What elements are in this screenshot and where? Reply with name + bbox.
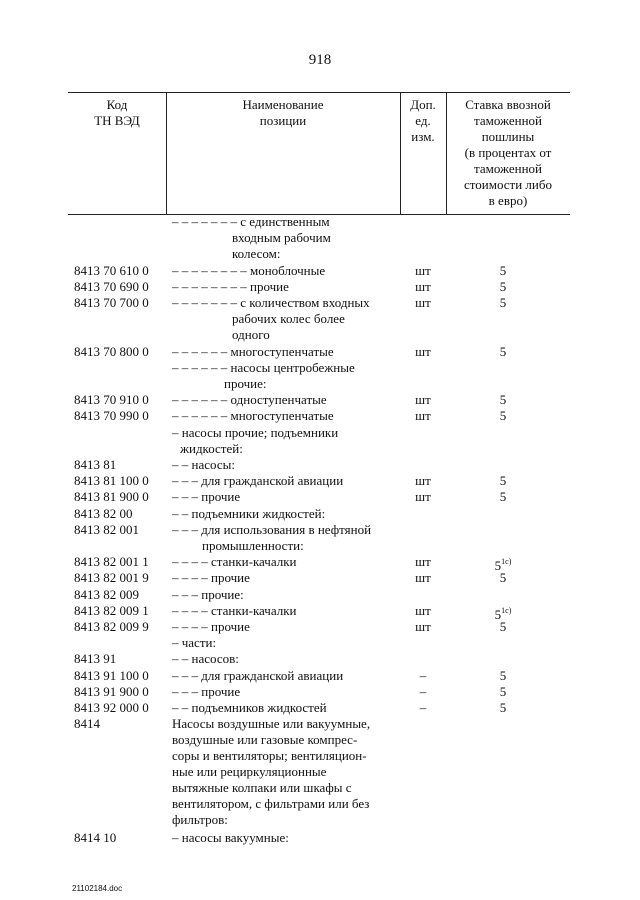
position-name-line: прочие:: [224, 375, 267, 391]
header-line: таможенной: [474, 113, 542, 128]
duty-rate: [458, 279, 548, 295]
position-name: [172, 425, 400, 457]
tariff-code: 8413 81 100 0: [74, 473, 149, 489]
position-name-line: – – подъемники жидкостей:: [172, 505, 326, 521]
duty-rate-value: 5: [499, 343, 507, 359]
position-name: [172, 489, 400, 505]
position-name-line: колесом:: [232, 246, 281, 261]
unit-of-measure: шт: [415, 570, 431, 586]
position-name: [172, 408, 400, 424]
position-name-line: – – – – – – – с количеством входных: [172, 295, 370, 310]
duty-rate-value: 5: [499, 473, 507, 489]
unit-of-measure: –: [419, 683, 427, 699]
tariff-code: 8414: [74, 716, 100, 732]
position-name-line: – – – – – – многоступенчатые: [172, 408, 334, 424]
position-name: [172, 263, 400, 279]
tariff-code: 8413 91 900 0: [74, 683, 149, 699]
position-name: [172, 635, 400, 651]
position-name: [172, 295, 400, 343]
header-line: Ставка ввозной: [465, 97, 551, 112]
duty-rate: [458, 344, 548, 360]
header-line: пошлины: [481, 129, 535, 144]
header-line: стоимости либо: [463, 177, 552, 192]
tariff-code: 8413 70 910 0: [74, 392, 149, 408]
duty-rate: [458, 408, 548, 424]
position-name: [172, 619, 400, 635]
tariff-code: 8413 81: [74, 457, 117, 472]
position-name-line: входным рабочим: [232, 230, 331, 245]
duty-rate: [458, 668, 548, 684]
tariff-code: 8413 70 610 0: [74, 262, 149, 278]
unit-of-measure: шт: [415, 262, 431, 278]
duty-rate-value: 5: [499, 295, 507, 310]
position-name: [172, 684, 400, 700]
tariff-code: 8413 91 100 0: [74, 667, 149, 683]
position-name: [172, 603, 400, 619]
unit-of-measure: шт: [415, 392, 431, 408]
duty-rate: [458, 700, 548, 716]
header-line: изм.: [411, 129, 435, 144]
tariff-code: 8413 82 001 9: [74, 570, 149, 586]
duty-rate: [458, 684, 548, 700]
position-name: [172, 700, 400, 716]
position-name: [172, 506, 400, 522]
position-name: [172, 360, 400, 392]
header-line: Код: [106, 97, 128, 112]
duty-rate-value: 5: [499, 489, 507, 505]
position-name-line: – – – – – – – с единственным: [172, 214, 330, 229]
position-name-line: – – – прочие: [172, 489, 241, 505]
position-name: [172, 651, 400, 667]
header-line: в евро): [488, 193, 528, 208]
position-name: [172, 522, 400, 554]
position-name-line: – – – – прочие: [172, 570, 250, 586]
table-top-rule: [68, 92, 570, 93]
duty-rate-value: 5: [499, 570, 507, 586]
unit-of-measure: шт: [415, 554, 431, 570]
position-name: [172, 457, 400, 473]
unit-of-measure: –: [419, 667, 427, 683]
unit-of-measure: шт: [415, 489, 431, 505]
position-name-line: вентилятором, с фильтрами или без: [172, 796, 370, 812]
position-name-line: – – насосов:: [172, 651, 239, 667]
position-name: [172, 554, 400, 570]
position-name-line: воздушные или газовые компрес-: [172, 732, 358, 748]
position-name-line: – – – прочие: [172, 683, 241, 699]
header-line: Доп.: [410, 97, 436, 112]
position-name-line: – – – – – – – – прочие: [172, 278, 289, 294]
duty-rate-value: 5: [499, 262, 507, 278]
header-line: позиции: [259, 113, 307, 128]
unit-of-measure: шт: [415, 602, 431, 618]
position-name-line: – – – для гражданской авиации: [172, 473, 344, 489]
duty-rate-value: 5: [494, 558, 502, 574]
footnote-mark: 1с): [501, 605, 512, 615]
header-line: ед.: [415, 113, 431, 128]
unit-of-measure: шт: [415, 278, 431, 294]
unit-of-measure: шт: [415, 473, 431, 489]
position-name: [172, 392, 400, 408]
header-line: таможенной: [474, 161, 542, 176]
position-name-line: – – – – – – – – моноблочные: [172, 262, 326, 278]
position-name-line: рабочих колес более: [232, 311, 345, 326]
header-rate: [446, 97, 570, 209]
duty-rate-value: 5: [499, 619, 507, 634]
tariff-code: 8413 82 00: [74, 505, 133, 521]
duty-rate: [458, 295, 548, 311]
position-name-line: промышленности:: [202, 537, 304, 553]
position-name-line: – насосы вакуумные:: [172, 829, 289, 845]
tariff-code: 8413 81 900 0: [74, 489, 149, 505]
position-name-line: – – – – станки-качалки: [172, 554, 297, 570]
duty-rate-value: 5: [499, 683, 507, 699]
position-name: [172, 214, 400, 262]
duty-rate-value: 5: [494, 606, 502, 622]
duty-rate: [458, 473, 548, 489]
tariff-code: 8413 70 800 0: [74, 343, 149, 359]
position-name-line: – – – для гражданской авиации: [172, 667, 344, 683]
duty-rate-value: 5: [499, 278, 507, 294]
header-name: [166, 97, 400, 129]
position-name-line: жидкостей:: [180, 440, 243, 456]
position-name: [172, 570, 400, 586]
position-name-line: – – подъемников жидкостей: [172, 700, 327, 715]
tariff-code: 8413 70 690 0: [74, 278, 149, 294]
tariff-code: 8413 82 009 9: [74, 619, 149, 634]
position-name-line: соры и вентиляторы; вентиляцион-: [172, 748, 367, 764]
unit-of-measure: шт: [415, 343, 431, 359]
position-name-line: фильтров:: [172, 812, 228, 828]
position-name-line: вытяжные колпаки или шкафы с: [172, 780, 352, 796]
unit-of-measure: шт: [415, 295, 431, 310]
position-name-line: – насосы прочие; подъемники: [172, 424, 339, 440]
duty-rate-value: 5: [499, 667, 507, 683]
position-name-line: – – – – – – насосы центробежные: [172, 359, 355, 375]
duty-rate: [458, 619, 548, 635]
position-name: [172, 830, 400, 846]
page-number: 918: [308, 52, 332, 68]
position-name-line: Насосы воздушные или вакуумные,: [172, 716, 371, 732]
header-line: ТН ВЭД: [94, 113, 140, 128]
duty-rate-value: 5: [499, 700, 507, 715]
unit-of-measure: –: [419, 700, 427, 715]
unit-of-measure: шт: [415, 619, 431, 634]
position-name-line: – – – прочие:: [172, 586, 244, 602]
position-name: [172, 668, 400, 684]
position-name: [172, 587, 400, 603]
position-name: [172, 716, 400, 828]
position-name: [172, 473, 400, 489]
position-name-line: – части:: [172, 635, 217, 651]
position-name-line: – – – – – – одноступенчатые: [172, 392, 327, 408]
duty-rate: [458, 263, 548, 279]
tariff-code: 8413 82 009 1: [74, 602, 149, 618]
duty-rate-value: 5: [499, 408, 507, 424]
tariff-code: 8413 92 000 0: [74, 700, 149, 715]
header-line: (в процентах от: [464, 145, 552, 160]
header-line: Наименование: [242, 97, 324, 112]
position-name-line: – – – – прочие: [172, 619, 250, 634]
footer-filename: 21102184.doc: [72, 884, 123, 893]
duty-rate: [458, 392, 548, 408]
tariff-code: 8413 70 990 0: [74, 408, 149, 424]
position-name-line: – – – для использования в нефтяной: [172, 521, 372, 537]
position-name-line: – – – – – – многоступенчатые: [172, 343, 334, 359]
position-name-line: одного: [232, 327, 270, 342]
position-name: [172, 344, 400, 360]
tariff-code: 8413 82 009: [74, 586, 139, 602]
position-name-line: – – – – станки-качалки: [172, 602, 297, 618]
position-name-line: – – насосы:: [172, 457, 235, 472]
tariff-code: 8413 70 700 0: [74, 295, 149, 310]
unit-of-measure: шт: [415, 408, 431, 424]
tariff-code: 8414 10: [74, 829, 117, 845]
position-name-line: ные или рециркуляционные: [172, 764, 327, 780]
duty-rate-value: 5: [499, 392, 507, 408]
position-name: [172, 279, 400, 295]
header-code: [68, 97, 166, 129]
tariff-code: 8413 91: [74, 651, 117, 667]
duty-rate: [458, 489, 548, 505]
footnote-mark: 1с): [501, 557, 512, 567]
tariff-code: 8413 82 001: [74, 521, 139, 537]
header-unit: [400, 97, 446, 145]
duty-rate: [458, 570, 548, 586]
tariff-code: 8413 82 001 1: [74, 554, 149, 570]
